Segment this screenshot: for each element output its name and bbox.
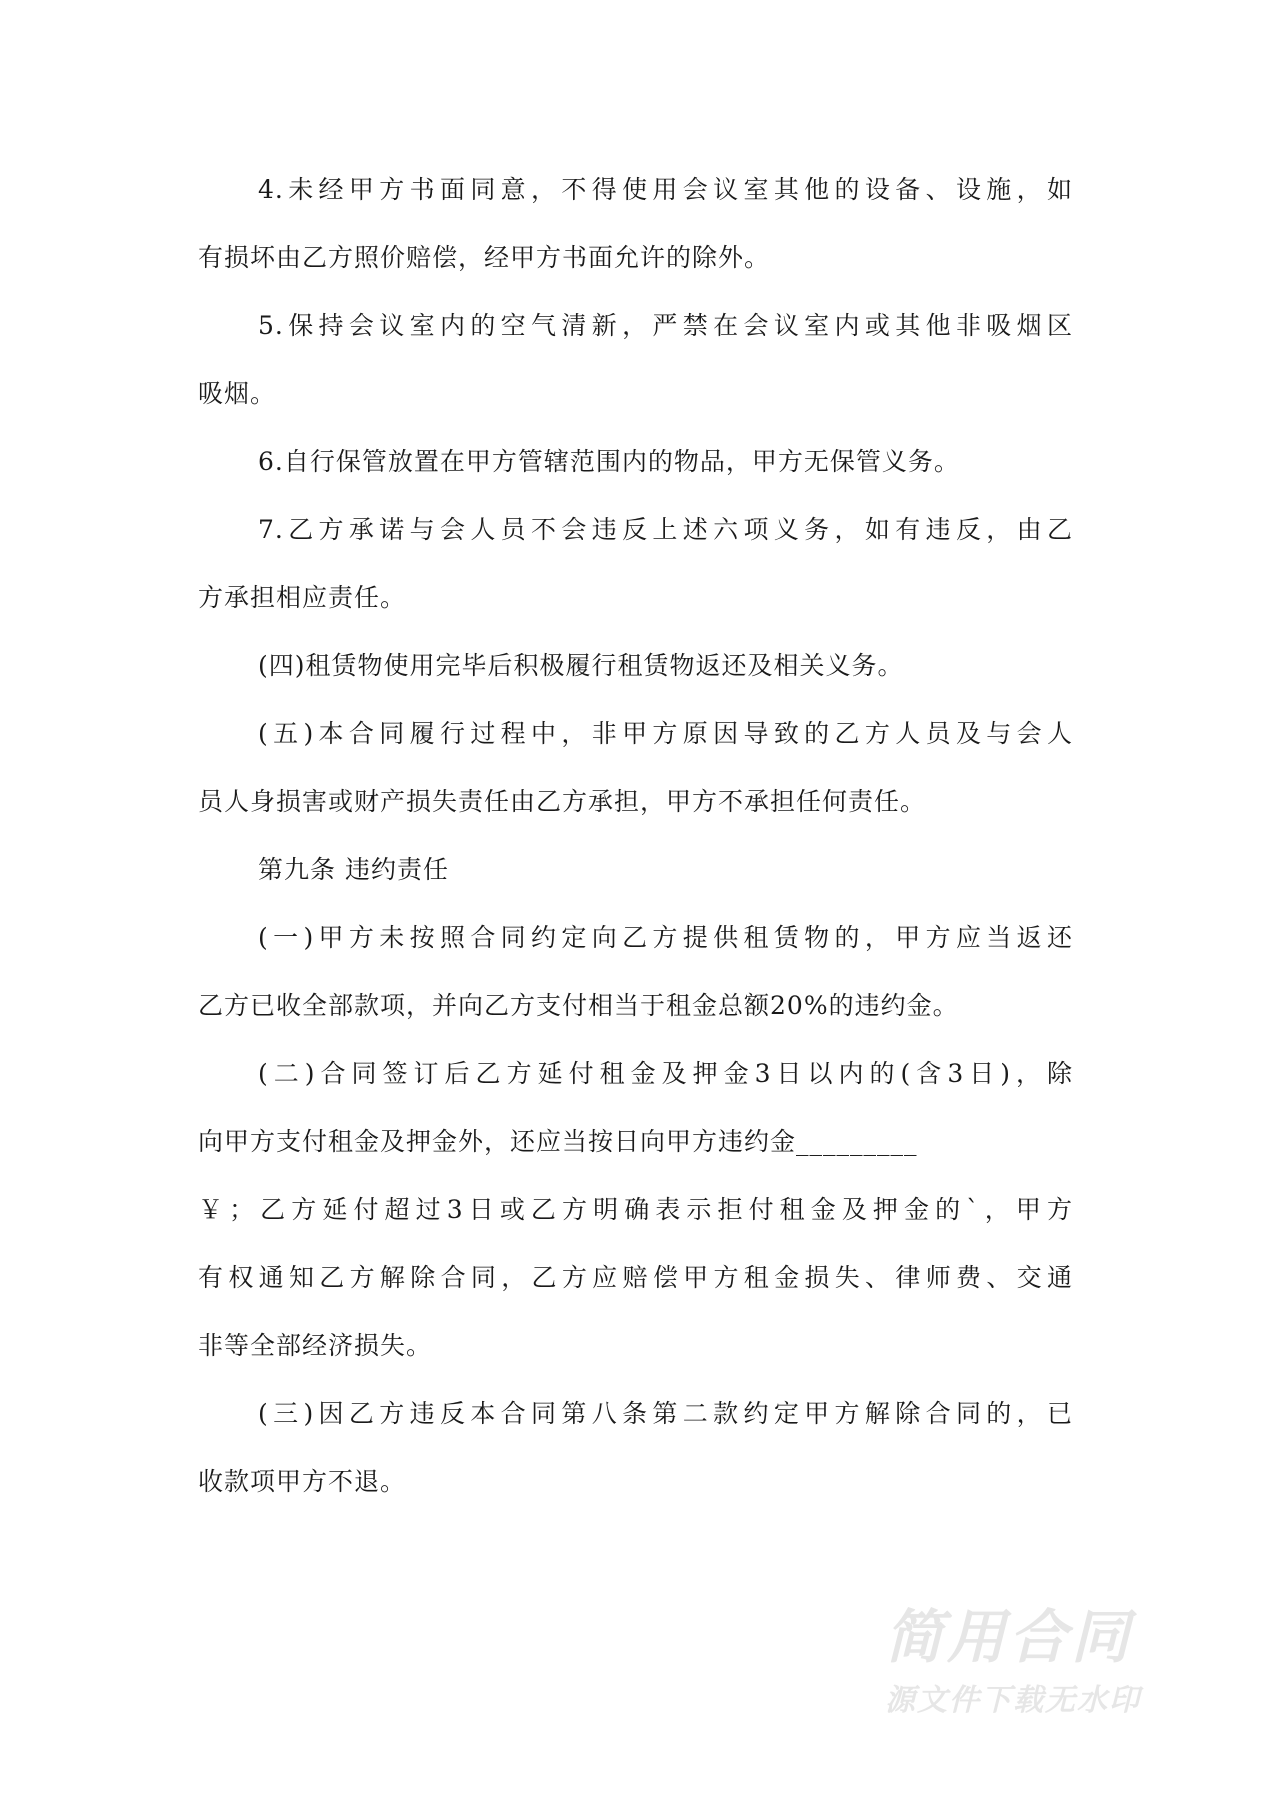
paragraph <box>198 904 1073 1040</box>
text-line: 6.自行保管放置在甲方管辖范围内的物品，甲方无保管义务。 <box>258 447 960 476</box>
text-line: 4.未经甲方书面同意，不得使用会议室其他的设备、设施，如 <box>258 175 1073 204</box>
text-line: (一)甲方未按照合同约定向乙方提供租赁物的，甲方应当返还 <box>258 923 1073 952</box>
document-body <box>198 156 1073 1516</box>
text-line: 吸烟。 <box>198 379 277 408</box>
paragraph <box>198 1380 1073 1516</box>
paragraph <box>198 428 1073 496</box>
text-line: 员人身损害或财产损失责任由乙方承担，甲方不承担任何责任。 <box>198 787 927 816</box>
text-line: (四)租赁物使用完毕后积极履行租赁物返还及相关义务。 <box>258 651 904 680</box>
text-line: 第九条 违约责任 <box>258 855 449 884</box>
text-line: 方承担相应责任。 <box>198 583 407 612</box>
paragraph <box>198 156 1073 292</box>
paragraph <box>198 292 1073 428</box>
text-line: 有权通知乙方解除合同，乙方应赔偿甲方租金损失、律师费、交通 <box>198 1263 1073 1292</box>
watermark-title: 简用合同 <box>885 1603 1134 1671</box>
paragraph <box>198 632 1073 700</box>
text-line: 5.保持会议室内的空气清新，严禁在会议室内或其他非吸烟区 <box>258 311 1073 340</box>
text-line: (三)因乙方违反本合同第八条第二款约定甲方解除合同的，已 <box>258 1399 1073 1428</box>
text-line: 有损坏由乙方照价赔偿，经甲方书面允许的除外。 <box>198 243 771 272</box>
text-line: 收款项甲方不退。 <box>198 1467 407 1496</box>
paragraph <box>198 836 1073 904</box>
text-line: 7.乙方承诺与会人员不会违反上述六项义务，如有违反，由乙 <box>258 515 1073 544</box>
text-line: (二)合同签订后乙方延付租金及押金3日以内的(含3日)，除 <box>258 1059 1073 1088</box>
text-line: 乙方已收全部款项，并向乙方支付相当于租金总额20%的违约金。 <box>198 991 959 1020</box>
text-line: 非等全部经济损失。 <box>198 1331 433 1360</box>
paragraph <box>198 1040 1073 1380</box>
text-line: (五)本合同履行过程中，非甲方原因导致的乙方人员及与会人 <box>258 719 1073 748</box>
text-line: 向甲方支付租金及押金外，还应当按日向甲方违约金_________ <box>198 1127 918 1156</box>
paragraph <box>198 700 1073 836</box>
watermark-subtitle: 源文件下载无水印 <box>885 1683 1141 1718</box>
paragraph <box>198 496 1073 632</box>
text-line: ￥；乙方延付超过3日或乙方明确表示拒付租金及押金的`，甲方 <box>198 1195 1073 1224</box>
